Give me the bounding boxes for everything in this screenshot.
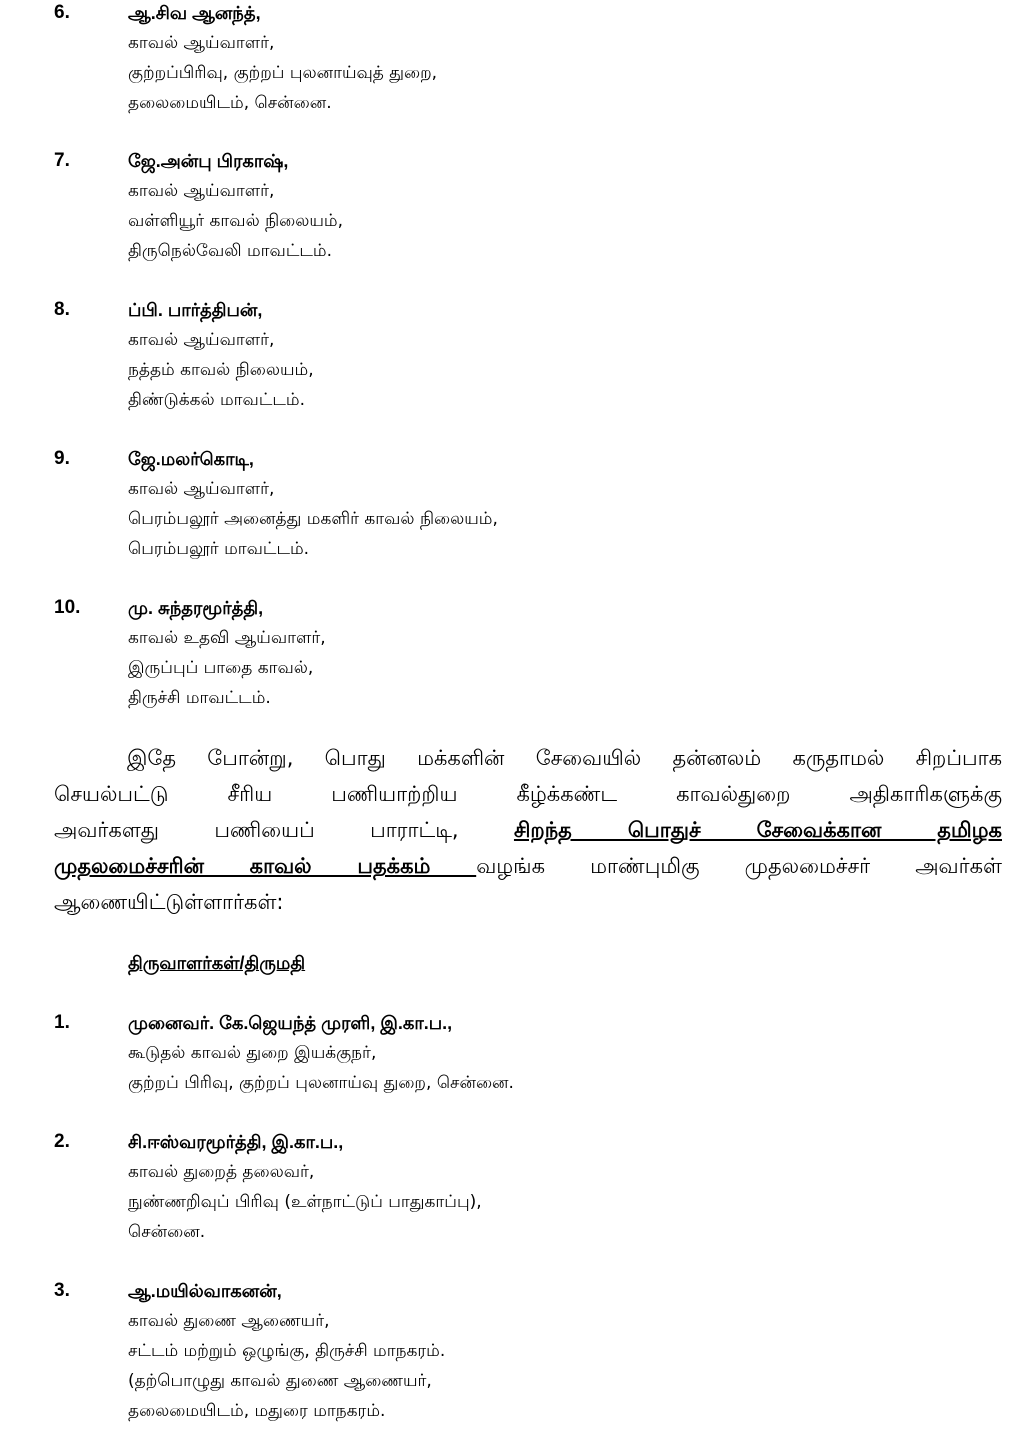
location: தலைமையிடம், மதுரை மாநகரம். [128,1401,386,1421]
section-heading: திருவாளர்கள்/திருமதி [128,953,306,973]
list-number: 2. [54,1131,70,1152]
paragraph-text: வழங்க மாண்புமிகு முதலமைச்சர் அவர்கள் [476,854,1002,878]
unit: இருப்புப் பாதை காவல், [128,658,314,678]
designation: காவல் துணை ஆணையர், [128,1311,330,1331]
paragraph-line: இதே போன்று, பொது மக்களின் சேவையில் தன்னலம் கருதாமல் சிறப்பாக [127,746,1002,770]
location: சென்னை. [128,1222,206,1242]
designation: காவல் ஆய்வாளர், [128,33,275,53]
location: திருநெல்வேலி மாவட்டம். [128,241,332,261]
location: பெரம்பலூர் மாவட்டம். [128,539,310,559]
paragraph-line: ஆணையிட்டுள்ளார்கள்: [54,890,284,914]
list-number: 8. [54,299,70,320]
designation: காவல் ஆய்வாளர், [128,479,275,499]
list-number: 9. [54,448,70,469]
officer-name: ப்பி. பார்த்திபன், [128,300,263,320]
officer-name: ஆ.சிவ ஆனந்த், [128,3,261,23]
designation: காவல் ஆய்வாளர், [128,330,275,350]
list-number: 10. [54,597,81,618]
unit: நுண்ணறிவுப் பிரிவு (உள்நாட்டுப் பாதுகாப்பு), [128,1192,482,1212]
paragraph-line: செயல்பட்டு சீரிய பணியாற்றிய கீழ்க்கண்ட காவல்துறை அதிகாரிகளுக்கு [54,782,1002,806]
designation: காவல் துறைத் தலைவர், [128,1162,315,1182]
paragraph-line [54,812,1002,848]
officer-name: ஆ.மயில்வாகனன், [128,1281,282,1301]
paragraph-text: அவர்களது பணியைப் பாராட்டி, [54,818,514,842]
paragraph-line [54,848,1002,884]
officer-name: சி.ஈஸ்வரமூர்த்தி, இ.கா.ப., [128,1132,344,1152]
medal-title-part1: சிறந்த பொதுச் சேவைக்கான தமிழக [513,818,1002,842]
officer-name: ஜே.மலர்கொடி, [128,449,254,469]
designation: காவல் ஆய்வாளர், [128,181,275,201]
unit: வள்ளியூர் காவல் நிலையம், [128,211,344,231]
officer-name: மு. சுந்தரமூர்த்தி, [128,598,264,618]
designation: கூடுதல் காவல் துறை இயக்குநர், [128,1043,377,1063]
note: (தற்பொழுது காவல் துணை ஆணையர், [128,1371,432,1391]
officer-name: ஜே.அன்பு பிரகாஷ், [128,151,289,171]
unit: பெரம்பலூர் அனைத்து மகளிர் காவல் நிலையம், [128,509,498,529]
officer-name: முனைவர். கே.ஜெயந்த் முரளி, இ.கா.ப., [128,1013,453,1033]
medal-title-part2: முதலமைச்சரின் காவல் பதக்கம் [54,854,477,878]
location: திண்டுக்கல் மாவட்டம். [128,390,305,410]
unit: குற்றப்பிரிவு, குற்றப் புலனாய்வுத் துறை, [128,63,438,83]
list-number: 6. [54,2,70,23]
list-number: 1. [54,1012,70,1033]
location: திருச்சி மாவட்டம். [128,688,271,708]
designation: காவல் உதவி ஆய்வாளர், [128,628,326,648]
unit: குற்றப் பிரிவு, குற்றப் புலனாய்வு துறை, சென்னை. [128,1073,514,1093]
unit: நத்தம் காவல் நிலையம், [128,360,314,380]
location: தலைமையிடம், சென்னை. [128,93,332,113]
unit: சட்டம் மற்றும் ஒழுங்கு, திருச்சி மாநகரம். [128,1341,446,1361]
order-paragraph [54,740,1002,920]
list-number: 3. [54,1280,70,1301]
list-number: 7. [54,150,70,171]
